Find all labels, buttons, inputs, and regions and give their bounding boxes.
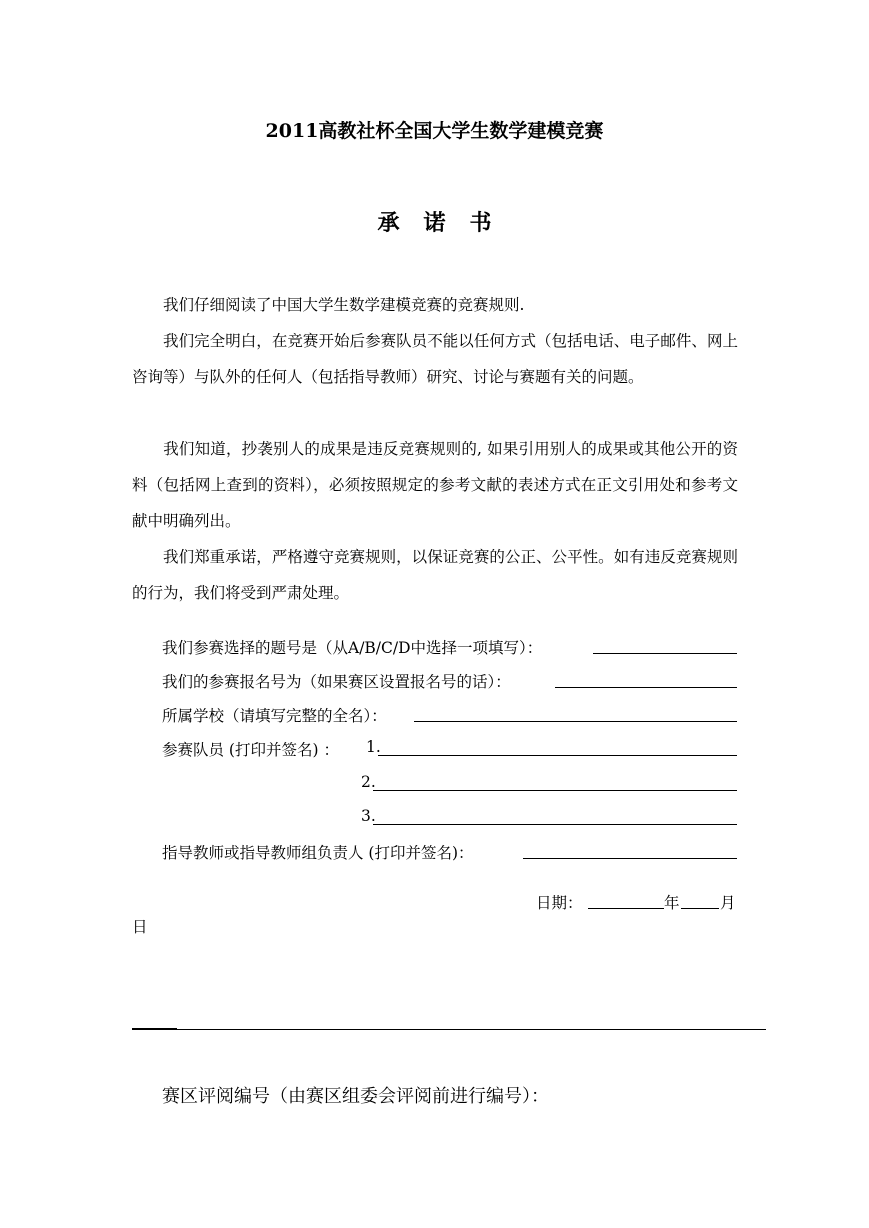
member-2-number: 2.	[361, 773, 376, 791]
school-field[interactable]	[414, 721, 737, 722]
review-number-label: 赛区评阅编号（由赛区组委会评阅前进行编号）：	[162, 1086, 549, 1107]
document-heading	[0, 206, 869, 237]
separator-accent	[132, 1028, 177, 1030]
date-month-field[interactable]	[681, 908, 719, 909]
month-label: 月	[720, 894, 736, 912]
paragraph-2: 我们完全明白，在竞赛开始后参赛队员不能以任何方式（包括电话、电子邮件、网上咨询等）与队外的任何人（包括指导教师）研究、讨论与赛题有关的问题。	[132, 332, 738, 386]
year-label: 年	[664, 894, 680, 912]
date-label: 日期：	[536, 894, 583, 912]
separator-line	[132, 1029, 766, 1030]
member-1-field[interactable]	[378, 755, 737, 756]
paragraph-3: 我们知道，抄袭别人的成果是违反竞赛规则的, 如果引用别人的成果或其他公开的资料（包括网上查到的资料），必须按照规定的参考文献的表述方式在正文引用处和参考文献中明确列出。	[132, 440, 738, 530]
problem-number-label: 我们参赛选择的题号是（从A/B/C/D中选择一项填写）：	[162, 639, 543, 657]
team-members-label: 参赛队员 (打印并签名) ：	[162, 741, 339, 759]
member-3-field[interactable]	[373, 824, 737, 825]
heading-char-1: 承	[377, 210, 400, 236]
problem-number-field[interactable]	[593, 653, 737, 654]
competition-title: 2011高教社杯全国大学生数学建模竞赛	[265, 120, 604, 142]
registration-number-label: 我们的参赛报名号为（如果赛区设置报名号的话）：	[162, 673, 511, 691]
member-2-field[interactable]	[373, 790, 737, 791]
heading-char-2: 诺	[423, 210, 446, 236]
paragraph-1: 我们仔细阅读了中国大学生数学建模竞赛的竞赛规则.	[163, 296, 525, 314]
day-label: 日	[132, 918, 148, 936]
advisor-label: 指导教师或指导教师组负责人 (打印并签名)：	[162, 844, 474, 862]
school-label: 所属学校（请填写完整的全名）：	[162, 707, 387, 725]
registration-number-field[interactable]	[555, 687, 737, 688]
paragraph-4: 我们郑重承诺，严格遵守竞赛规则，以保证竞赛的公正、公平性。如有违反竞赛规则的行为，我们将受到严肃处理。	[132, 548, 738, 602]
member-3-number: 3.	[361, 807, 376, 825]
advisor-field[interactable]	[523, 858, 737, 859]
member-1-number: 1.	[366, 738, 381, 756]
heading-char-3: 书	[469, 210, 492, 236]
date-year-field[interactable]	[588, 908, 664, 909]
